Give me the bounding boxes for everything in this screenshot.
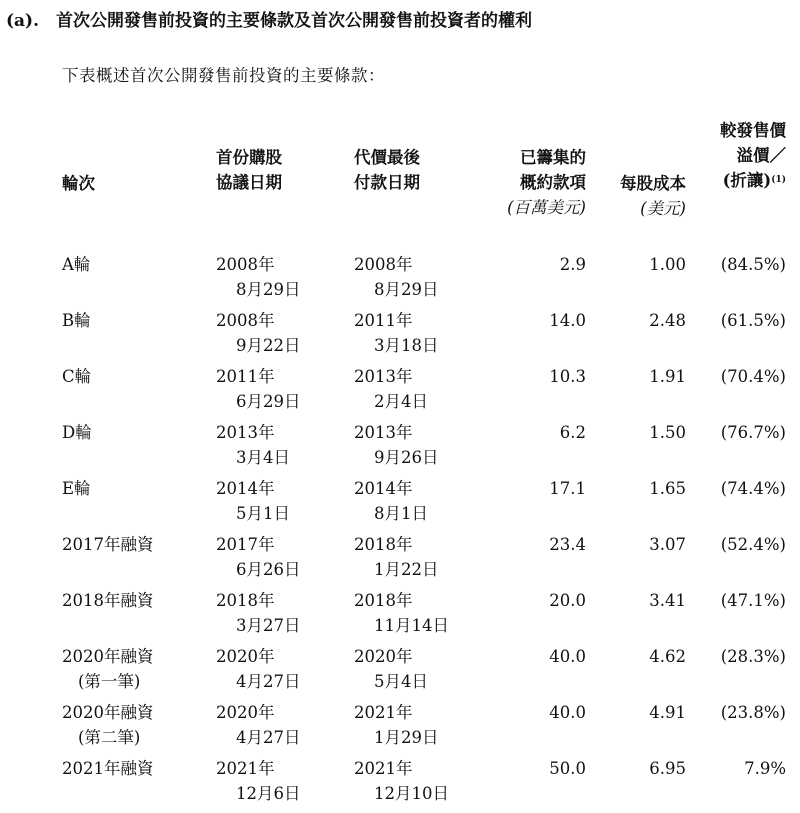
header-amount: 已籌集的 概約款項 (百萬美元) [480, 145, 586, 220]
payment-date-cell: 2013年 2月4日 [354, 367, 428, 411]
cost-cell: 2.48 [649, 311, 686, 330]
agreement-date-cell: 2014年 5月1日 [216, 479, 290, 523]
header-agreement-date: 首份購股 協議日期 [216, 148, 282, 192]
amount-cell: 6.2 [559, 423, 586, 442]
round-cell: 2020年融資 (第一筆) [62, 647, 154, 691]
header-premium: 較發售價 溢價／ (折讓)$^{(1)}$ [720, 121, 786, 190]
payment-date-cell: 2013年 9月26日 [354, 423, 439, 467]
agreement-date-cell: 2011年 6月29日 [216, 367, 301, 411]
payment-date-cell: 2020年 5月4日 [354, 647, 428, 691]
agreement-date-cell: 2020年 4月27日 [216, 647, 301, 691]
header-round: 輪次 [62, 174, 95, 193]
agreement-date-cell: 2008年 8月29日 [216, 255, 301, 299]
table-row [0, 364, 800, 420]
table-row [0, 252, 800, 308]
amount-cell: 20.0 [549, 591, 586, 610]
section-title: 首次公開發售前投資的主要條款及首次公開發售前投資者的權利 [56, 11, 532, 31]
intro-text: 下表概述首次公開發售前投資的主要條款： [62, 66, 385, 85]
round-cell: D輪 [62, 423, 92, 442]
round-cell: 2021年融資 [62, 759, 154, 778]
amount-cell: 10.3 [549, 367, 586, 386]
cost-cell: 1.00 [649, 255, 686, 274]
premium-cell: (47.1%) [720, 591, 786, 610]
header-cost: 每股成本 (美元) [600, 171, 686, 221]
premium-cell: (61.5%) [720, 311, 786, 330]
amount-cell: 17.1 [549, 479, 586, 498]
cost-cell: 1.50 [649, 423, 686, 442]
round-cell: B輪 [62, 311, 91, 330]
cost-cell: 1.65 [649, 479, 686, 498]
investment-table [0, 252, 800, 812]
footnote-marker: (1) [771, 175, 786, 185]
payment-date-cell: 2011年 3月18日 [354, 311, 439, 355]
section-number: (a). [6, 11, 40, 31]
agreement-date-cell: 2020年 4月27日 [216, 703, 301, 747]
premium-cell: (74.4%) [720, 479, 786, 498]
premium-cell: (23.8%) [720, 703, 786, 722]
round-cell: C輪 [62, 367, 92, 386]
cost-cell: 3.41 [649, 591, 686, 610]
section-heading [6, 6, 532, 31]
table-row [0, 308, 800, 364]
premium-cell: (84.5%) [720, 255, 786, 274]
payment-date-cell: 2018年 11月14日 [354, 591, 449, 635]
amount-cell: 23.4 [549, 535, 586, 554]
round-cell: E輪 [62, 479, 91, 498]
agreement-date-cell: 2013年 3月4日 [216, 423, 290, 467]
cost-cell: 4.91 [649, 703, 686, 722]
round-cell: 2017年融資 [62, 535, 154, 554]
table-row [0, 476, 800, 532]
amount-cell: 40.0 [549, 647, 586, 666]
cost-cell: 1.91 [649, 367, 686, 386]
agreement-date-cell: 2008年 9月22日 [216, 311, 301, 355]
header-amount-unit: (百萬美元) [507, 198, 586, 217]
table-row [0, 532, 800, 588]
table-row [0, 756, 800, 812]
table-row [0, 588, 800, 644]
amount-cell: 14.0 [549, 311, 586, 330]
cost-cell: 6.95 [649, 759, 686, 778]
premium-cell: (28.3%) [720, 647, 786, 666]
agreement-date-cell: 2021年 12月6日 [216, 759, 301, 803]
agreement-date-cell: 2017年 6月26日 [216, 535, 301, 579]
premium-cell: (52.4%) [720, 535, 786, 554]
payment-date-cell: 2008年 8月29日 [354, 255, 439, 299]
payment-date-cell: 2021年 1月29日 [354, 703, 439, 747]
round-cell: A輪 [62, 255, 91, 274]
cost-cell: 3.07 [649, 535, 686, 554]
table-row [0, 420, 800, 476]
amount-cell: 2.9 [559, 255, 586, 274]
cost-cell: 4.62 [649, 647, 686, 666]
payment-date-cell: 2021年 12月10日 [354, 759, 449, 803]
payment-date-cell: 2018年 1月22日 [354, 535, 439, 579]
round-cell: 2018年融資 [62, 591, 154, 610]
table-row [0, 644, 800, 700]
agreement-date-cell: 2018年 3月27日 [216, 591, 301, 635]
premium-cell: (76.7%) [720, 423, 786, 442]
header-cost-unit: (美元) [640, 199, 686, 218]
payment-date-cell: 2014年 8月1日 [354, 479, 428, 523]
header-payment-date: 代價最後 付款日期 [354, 148, 420, 192]
amount-cell: 50.0 [549, 759, 586, 778]
table-row [0, 700, 800, 756]
premium-cell: (70.4%) [720, 367, 786, 386]
amount-cell: 40.0 [549, 703, 586, 722]
round-cell: 2020年融資 (第二筆) [62, 703, 154, 747]
premium-cell: 7.9% [744, 759, 786, 778]
